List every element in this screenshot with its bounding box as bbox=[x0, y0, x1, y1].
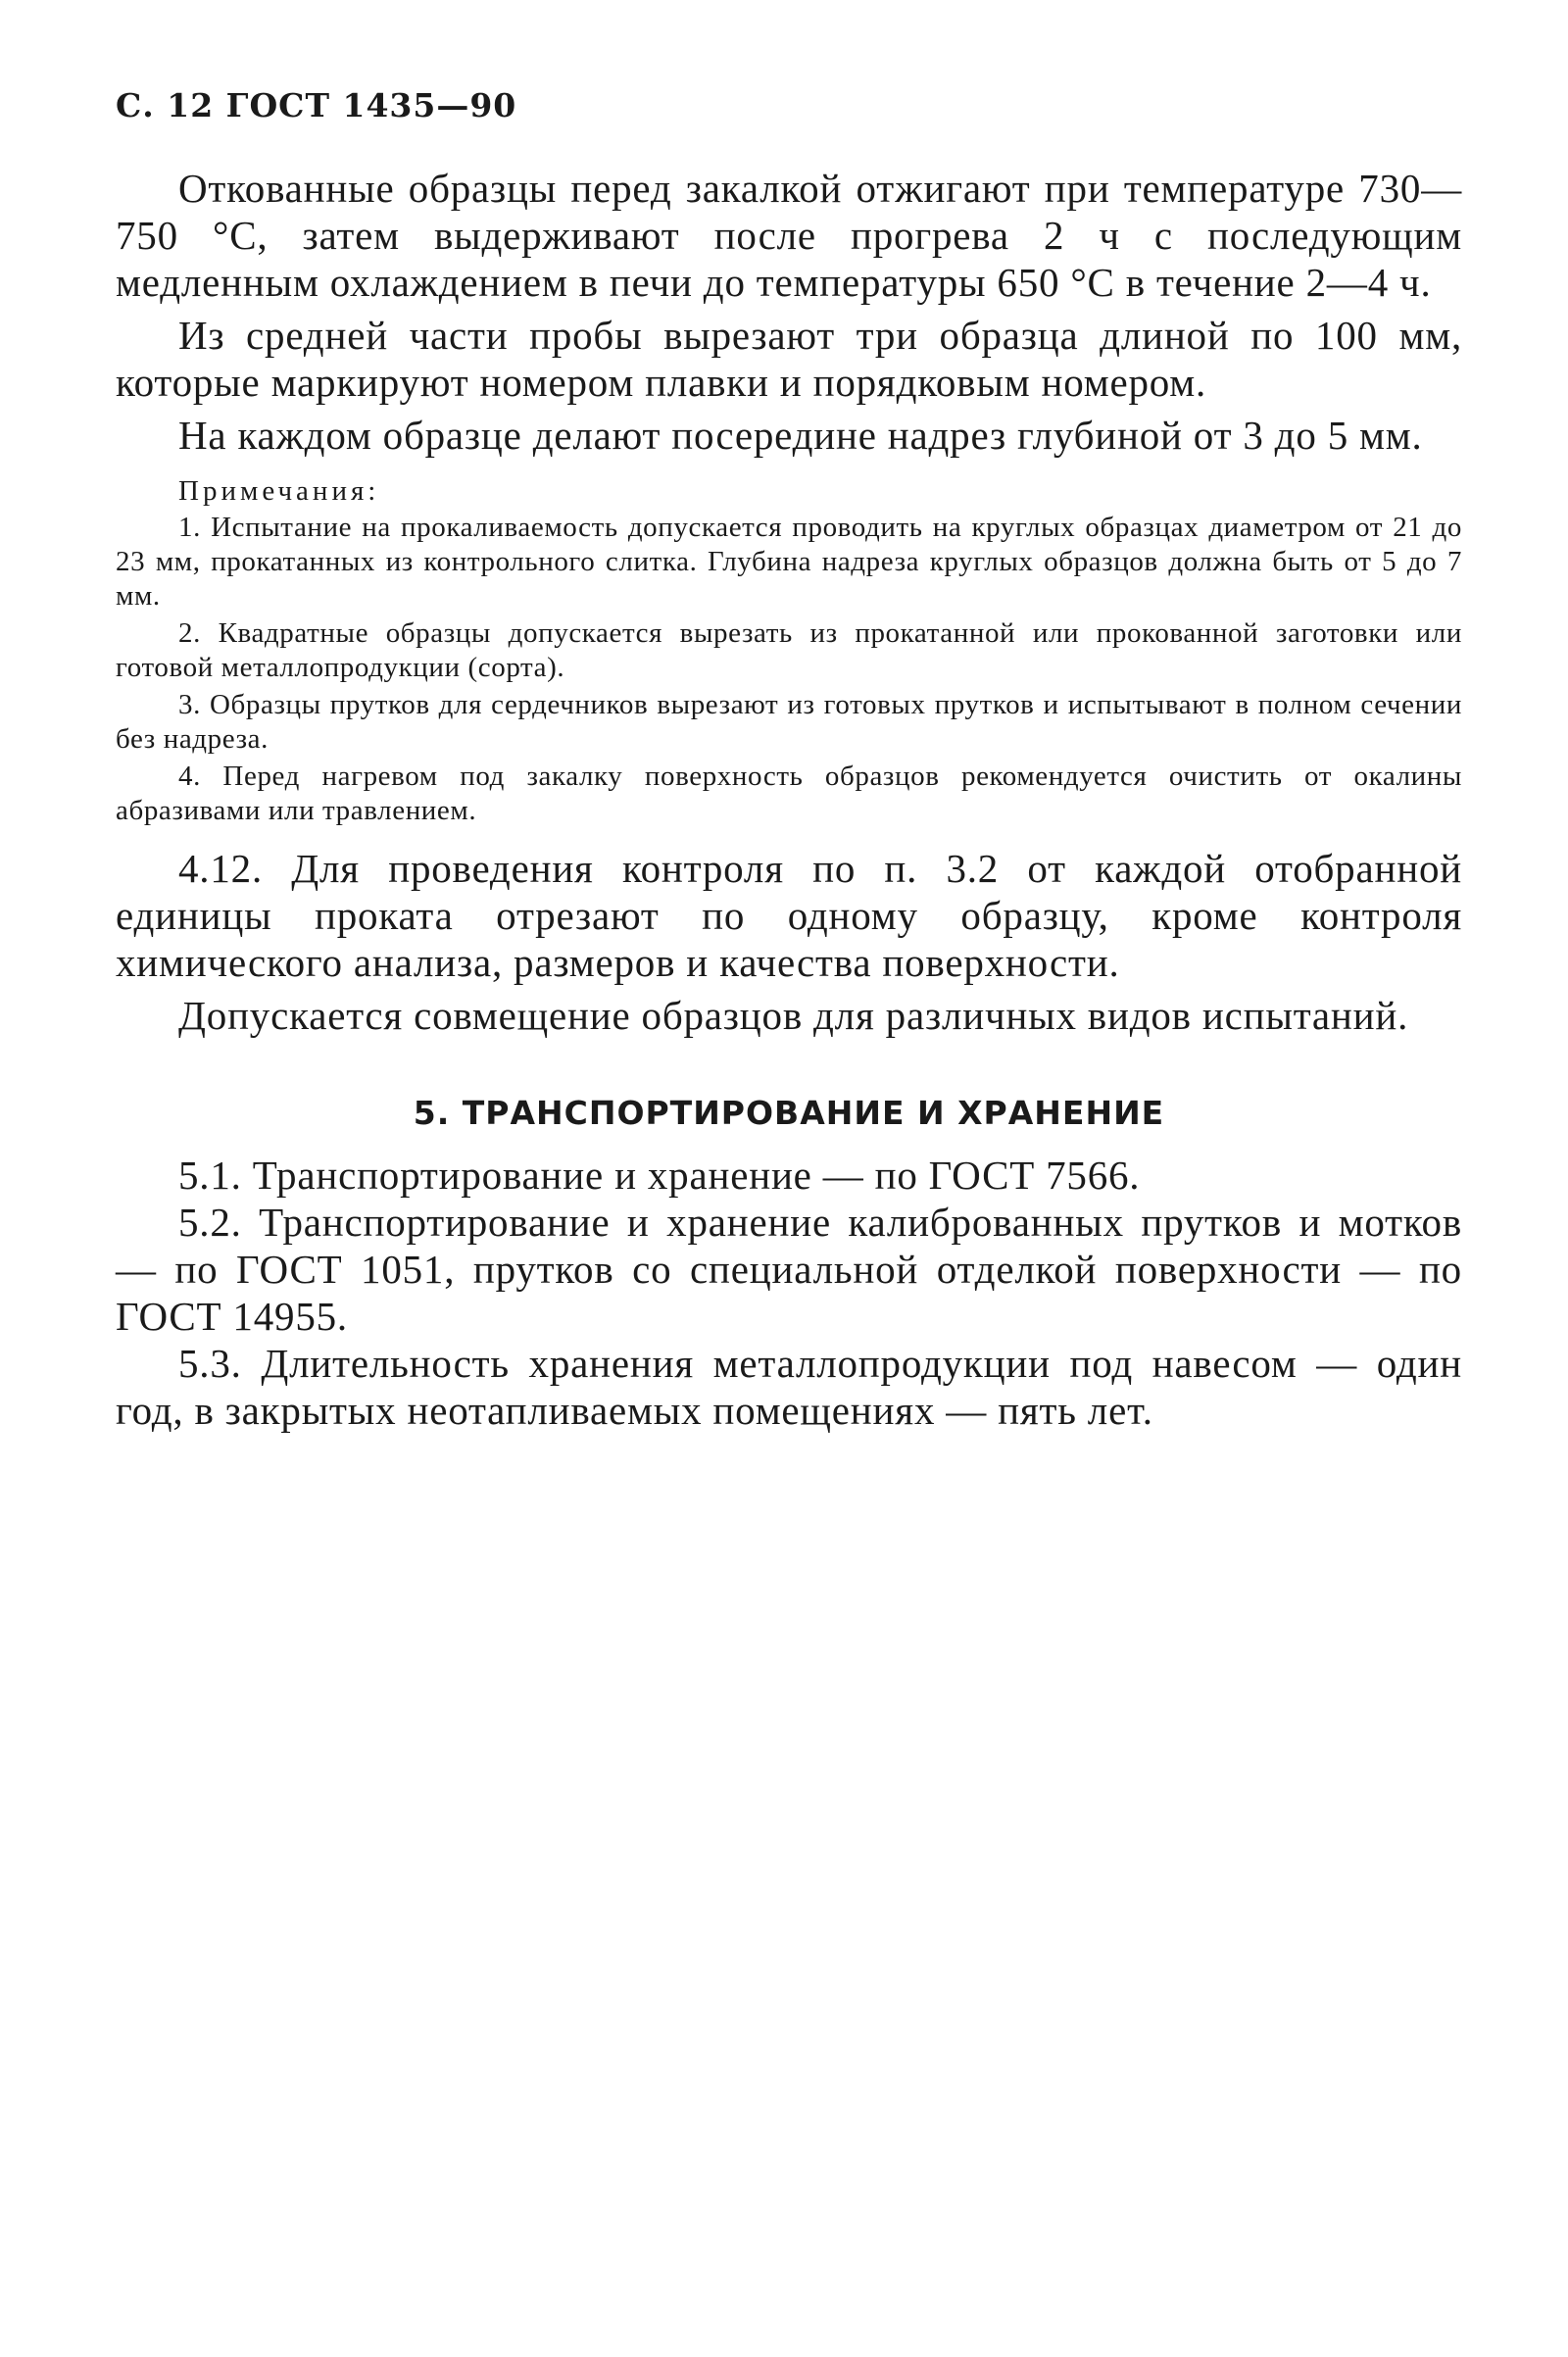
note-item-1: 1. Испытание на прокаливаемость допускается проводить на круглых образцах диаметром от 21 до 23 мм, прокатанных из контрольного слитка. Глубина надреза круглых образцов должна быть от 5 до 7 мм. bbox=[116, 512, 1462, 612]
paragraph-notch: На каждом образце делают посередине надрез глубиной от 3 до 5 мм. bbox=[178, 413, 1423, 458]
notes-title: Примечания: bbox=[178, 475, 380, 507]
paragraph-annealing: Откованные образцы перед закалкой отжигают при температуре 730—750 °С, затем выдерживают после прогрева 2 ч с последующим медленным охлаждением в печи до температуры 650 °С в течение 2—4 ч. bbox=[116, 166, 1462, 305]
paragraph-5-1: 5.1. Транспортирование и хранение — по ГОСТ 7566. bbox=[178, 1153, 1141, 1198]
section-title: 5. ТРАНСПОРТИРОВАНИЕ И ХРАНЕНИЕ bbox=[413, 1094, 1165, 1132]
note-item-2: 2. Квадратные образцы допускается вырезать из прокатанной или прокованной заготовки или готовой металлопродукции (сорта). bbox=[116, 617, 1462, 683]
paragraph-combining: Допускается совмещение образцов для различных видов испытаний. bbox=[178, 993, 1409, 1038]
paragraph-4-12: 4.12. Для проведения контроля по п. 3.2 от каждой отобранной единицы проката отрезают по одному образцу, кроме контроля химического анализа, размеров и качества поверхности. bbox=[116, 846, 1462, 985]
page-content bbox=[116, 165, 1462, 1434]
note-item-3: 3. Образцы прутков для сердечников вырезают из готовых прутков и испытывают в полном сечении без надреза. bbox=[116, 689, 1462, 755]
paragraph-cutting: Из средней части пробы вырезают три образца длиной по 100 мм, которые маркируют номером плавки и порядковым номером. bbox=[116, 313, 1462, 405]
paragraph-5-3: 5.3. Длительность хранения металлопродукции под навесом — один год, в закрытых неотапливаемых помещениях — пять лет. bbox=[116, 1341, 1462, 1433]
note-item-4: 4. Перед нагревом под закалку поверхность образцов рекомендуется очистить от окалины абразивами или травлением. bbox=[116, 761, 1462, 826]
paragraph-5-2: 5.2. Транспортирование и хранение калиброванных прутков и мотков — по ГОСТ 1051, прутков со специальной отделкой поверхности — по ГОСТ 14955. bbox=[116, 1200, 1462, 1339]
notes-block bbox=[116, 474, 1462, 828]
page-header: С. 12 ГОСТ 1435—90 bbox=[116, 86, 517, 124]
